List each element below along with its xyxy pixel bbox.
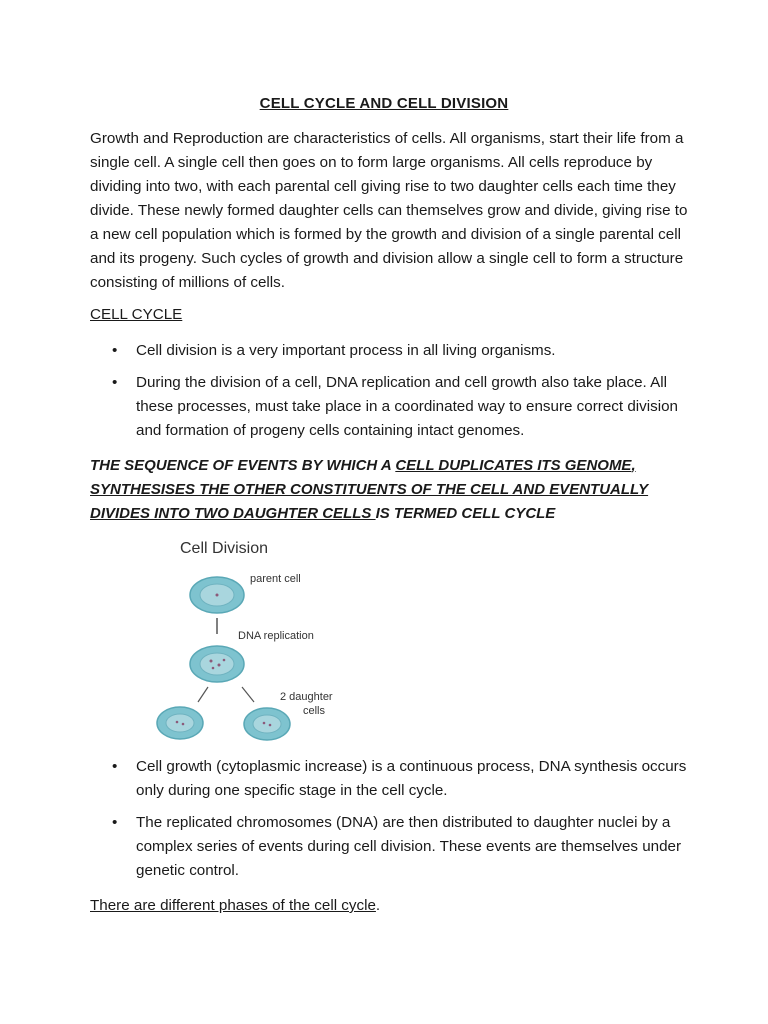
parent-cell <box>190 577 244 613</box>
closing-period: . <box>375 897 381 914</box>
arrow-line-left <box>198 687 208 702</box>
definition-underlined: , SYNTHESISES THE OTHER CONSTITUENTS OF THE CELL AND EVENTUALLY DIVIDES INTO TWO DAUGHTER CELLS <box>90 457 649 522</box>
cell-cycle-definition <box>90 454 690 526</box>
list-item: • The replicated chromosomes (DNA) are then distributed to daughter nuclei by a complex series of events during cell division. These events are themselves under genetic control. <box>90 811 690 883</box>
list-item: • Cell growth (cytoplasmic increase) is a continuous process, DNA synthesis occurs only during one specific stage in the cell cycle. <box>90 755 690 803</box>
intro-paragraph: Growth and Reproduction are characteristics of cells. All organisms, start their life from a single cell. A single cell then goes on to form large organisms. All cells reproduce by dividing into two, with each parental cell giving rise to two daughter cells each time they divide. These newly formed daughter cells can themselves grow and divide, giving rise to a new cell population which is formed by the growth and division of a single parental cell and its progeny. Such cycles of growth and division allow a single cell to form a structure consisting of millions of cells. <box>90 130 688 291</box>
label-daughter-cells-2: cells <box>303 705 326 717</box>
label-daughter-cells-1: 2 daughter <box>280 691 333 703</box>
arrow-line-right <box>242 687 254 702</box>
figure-title: Cell Division <box>180 540 269 557</box>
list-item: • During the division of a cell, DNA replication and cell growth also take place. All these processes, must take place in a coordinated way to ensure correct division and formation of progeny cells containing intact genomes. <box>90 371 690 443</box>
section-heading-cell-cycle: CELL CYCLE <box>90 306 183 323</box>
cell-division-figure <box>150 532 380 747</box>
bullet-list-1 <box>90 339 690 451</box>
daughter-cell-right <box>244 708 290 740</box>
replicated-cell <box>190 646 244 682</box>
definition-underlined: CELL DUPLICATES ITS GENOME <box>395 457 632 474</box>
label-dna-replication: DNA replication <box>238 630 314 642</box>
definition-part: IS TERMED CELL CYCLE <box>375 505 556 522</box>
daughter-cell-left <box>157 707 203 739</box>
page-title: CELL CYCLE AND CELL DIVISION <box>259 95 509 112</box>
label-parent-cell: parent cell <box>250 573 301 585</box>
closing-underlined: There are different phases of the cell cycle <box>90 897 376 914</box>
bullet-list-2 <box>90 755 690 891</box>
definition-part: THE SEQUENCE OF EVENTS BY WHICH A <box>90 457 396 474</box>
list-item: • Cell division is a very important process in all living organisms. <box>90 339 690 363</box>
cell-division-diagram <box>150 532 380 747</box>
closing-sentence <box>90 897 380 914</box>
